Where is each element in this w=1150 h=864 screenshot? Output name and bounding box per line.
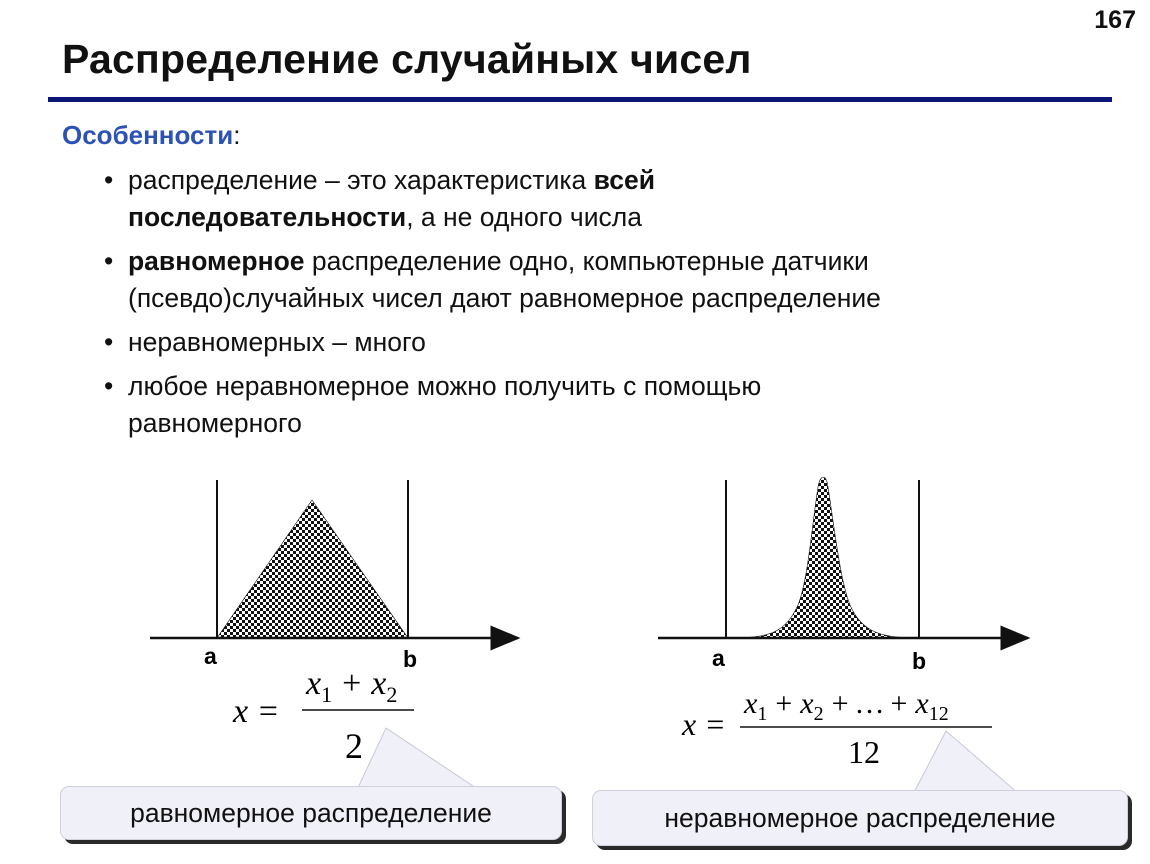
list-item <box>104 162 1114 236</box>
label-b: b <box>912 648 927 674</box>
bullet-emphasis: последовательности <box>128 202 407 232</box>
nonuniform-distribution-callout <box>592 790 1128 846</box>
formula-subscript: 12 <box>928 703 949 725</box>
bell-distribution-diagram <box>650 465 1050 770</box>
formula-numerator <box>743 687 949 725</box>
list-item <box>104 324 1114 361</box>
formula-term: x <box>800 687 814 720</box>
callout-label: неравномерное распределение <box>664 803 1056 833</box>
page-number: 167 <box>1094 6 1136 34</box>
list-item <box>104 368 1114 442</box>
bell-density-shape <box>728 477 920 638</box>
formula-denominator: 12 <box>848 734 880 770</box>
formula-ellipsis: … <box>854 687 885 720</box>
feature-list <box>104 162 1114 449</box>
formula-lhs: x = <box>682 706 726 742</box>
formula-lhs: x = <box>233 693 280 730</box>
triangle-density-shape <box>217 500 408 638</box>
formula-term: x <box>306 665 322 702</box>
label-a: a <box>712 645 725 671</box>
formula-term: x <box>744 687 758 720</box>
formula-subscript: 1 <box>757 703 768 725</box>
uniform-distribution-callout <box>60 786 562 840</box>
section-heading <box>62 120 240 151</box>
bullet-icon: • <box>104 246 114 276</box>
formula-denominator: 2 <box>345 726 363 766</box>
formula-subscript: 1 <box>321 682 333 707</box>
list-item <box>104 243 1114 317</box>
callout-label: равномерное распределение <box>130 798 492 828</box>
bullet-text: распределение одно, компьютерные датчики <box>304 246 869 276</box>
formula-plus: + <box>342 665 362 702</box>
section-heading-colon: : <box>233 120 241 150</box>
formula-subscript: 2 <box>813 703 824 725</box>
formula-numerator <box>305 665 397 707</box>
formula-plus: + <box>831 687 849 720</box>
bullet-text: равномерного <box>128 408 302 438</box>
formula-subscript: 2 <box>386 682 398 707</box>
formula-plus: + <box>775 687 793 720</box>
label-a: a <box>204 643 217 669</box>
section-heading-label: Особенности <box>62 120 234 150</box>
bullet-icon: • <box>104 165 114 195</box>
bullet-text: (псевдо)случайных чисел дают равномерное распределение <box>128 283 881 313</box>
bullet-text: неравномерных – много <box>128 327 426 357</box>
title-divider <box>48 97 1112 102</box>
label-b: b <box>403 646 418 672</box>
bullet-emphasis: всей <box>593 165 656 195</box>
bullet-text: любое неравномерное можно получить с помощью <box>128 371 762 401</box>
bullet-text: распределение – это характеристика <box>128 165 594 195</box>
bullet-text: , а не одного числа <box>406 202 642 232</box>
formula-term: x <box>371 665 387 702</box>
bullet-icon: • <box>104 371 114 401</box>
formula-plus: + <box>890 687 908 720</box>
bullet-icon: • <box>104 327 114 357</box>
left-callout-tail <box>330 725 510 795</box>
bullet-emphasis: равномерное <box>128 246 305 276</box>
slide-title: Распределение случайных чисел <box>62 36 752 82</box>
formula-term: x <box>915 687 929 720</box>
